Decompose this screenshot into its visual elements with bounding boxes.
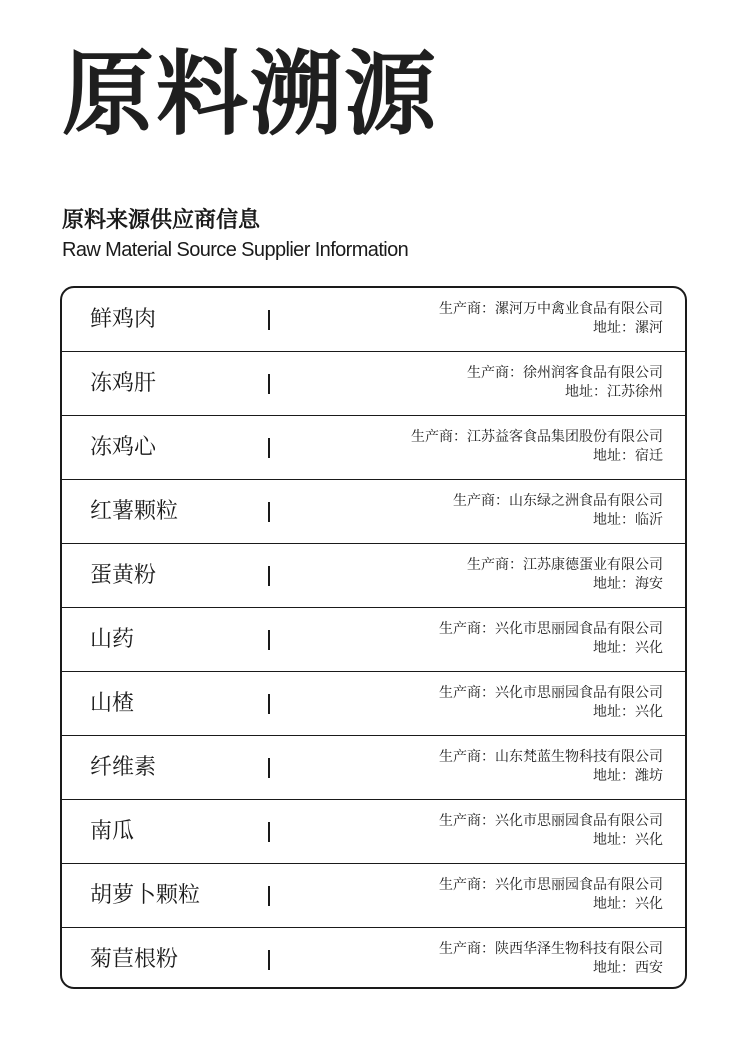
supplier-info	[467, 364, 663, 402]
producer-value: 兴化市思丽园食品有限公司	[495, 685, 663, 701]
supplier-row	[62, 608, 685, 672]
material-name: 冻鸡肝	[90, 371, 157, 396]
producer-line	[439, 300, 663, 319]
material-name: 菊苣根粉	[90, 947, 179, 972]
address-label: 地址：	[593, 704, 635, 720]
material-name: 冻鸡心	[90, 435, 157, 460]
section-title-chinese: 原料来源供应商信息	[62, 208, 261, 233]
supplier-row	[62, 864, 685, 928]
address-label: 地址：	[565, 384, 607, 400]
address-label: 地址：	[593, 896, 635, 912]
column-divider	[268, 822, 270, 842]
address-value: 兴化	[635, 640, 663, 656]
address-label: 地址：	[593, 960, 635, 976]
producer-value: 江苏益客食品集团股份有限公司	[467, 429, 663, 445]
producer-label: 生产商：	[439, 749, 495, 765]
column-divider	[268, 694, 270, 714]
address-line	[439, 831, 663, 850]
column-divider	[268, 886, 270, 906]
material-name: 红薯颗粒	[90, 499, 179, 524]
address-line	[467, 383, 663, 402]
address-value: 江苏徐州	[607, 384, 663, 400]
column-divider	[268, 502, 270, 522]
material-name: 山药	[90, 627, 135, 652]
column-divider	[268, 374, 270, 394]
supplier-info	[439, 748, 663, 786]
address-value: 兴化	[635, 704, 663, 720]
supplier-info	[411, 428, 663, 466]
address-value: 临沂	[635, 512, 663, 528]
column-divider	[268, 438, 270, 458]
address-label: 地址：	[593, 576, 635, 592]
section-title-english: Raw Material Source Supplier Information	[62, 239, 409, 261]
material-name: 南瓜	[90, 819, 135, 844]
address-label: 地址：	[593, 640, 635, 656]
address-line	[439, 959, 663, 978]
producer-line	[467, 364, 663, 383]
address-label: 地址：	[593, 320, 635, 336]
supplier-info	[439, 876, 663, 914]
address-line	[439, 639, 663, 658]
producer-value: 徐州润客食品有限公司	[523, 365, 663, 381]
address-line	[467, 575, 663, 594]
column-divider	[268, 310, 270, 330]
producer-label: 生产商：	[439, 621, 495, 637]
producer-line	[453, 492, 663, 511]
producer-label: 生产商：	[453, 493, 509, 509]
supplier-info	[439, 684, 663, 722]
producer-line	[439, 748, 663, 767]
producer-value: 山东绿之洲食品有限公司	[509, 493, 663, 509]
producer-label: 生产商：	[439, 813, 495, 829]
producer-label: 生产商：	[439, 685, 495, 701]
supplier-row	[62, 352, 685, 416]
material-name: 蛋黄粉	[90, 563, 157, 588]
address-value: 兴化	[635, 896, 663, 912]
address-line	[439, 319, 663, 338]
supplier-row	[62, 480, 685, 544]
column-divider	[268, 566, 270, 586]
supplier-row	[62, 544, 685, 608]
producer-line	[411, 428, 663, 447]
supplier-info	[453, 492, 663, 530]
producer-line	[439, 684, 663, 703]
address-line	[439, 703, 663, 722]
supplier-info	[439, 300, 663, 338]
address-label: 地址：	[593, 768, 635, 784]
supplier-info	[439, 620, 663, 658]
address-value: 兴化	[635, 832, 663, 848]
producer-label: 生产商：	[467, 557, 523, 573]
material-name: 山楂	[90, 691, 135, 716]
address-label: 地址：	[593, 512, 635, 528]
address-value: 西安	[635, 960, 663, 976]
producer-line	[439, 940, 663, 959]
address-value: 潍坊	[635, 768, 663, 784]
material-name: 鲜鸡肉	[90, 307, 157, 332]
producer-line	[439, 620, 663, 639]
producer-value: 兴化市思丽园食品有限公司	[495, 621, 663, 637]
producer-label: 生产商：	[439, 301, 495, 317]
supplier-row	[62, 288, 685, 352]
producer-value: 漯河万中禽业食品有限公司	[495, 301, 663, 317]
producer-line	[439, 812, 663, 831]
page-title: 原料溯源	[62, 41, 439, 148]
producer-label: 生产商：	[439, 877, 495, 893]
producer-value: 江苏康德蛋业有限公司	[523, 557, 663, 573]
supplier-row	[62, 416, 685, 480]
material-name: 纤维素	[90, 755, 157, 780]
producer-value: 陕西华泽生物科技有限公司	[495, 941, 663, 957]
supplier-info	[439, 940, 663, 978]
supplier-info	[467, 556, 663, 594]
producer-line	[467, 556, 663, 575]
address-line	[439, 767, 663, 786]
address-value: 宿迁	[635, 448, 663, 464]
address-value: 海安	[635, 576, 663, 592]
column-divider	[268, 758, 270, 778]
column-divider	[268, 950, 270, 970]
producer-value: 兴化市思丽园食品有限公司	[495, 877, 663, 893]
address-label: 地址：	[593, 448, 635, 464]
producer-label: 生产商：	[467, 365, 523, 381]
producer-value: 山东梵蓝生物科技有限公司	[495, 749, 663, 765]
supplier-row	[62, 928, 685, 989]
address-line	[411, 447, 663, 466]
material-name: 胡萝卜颗粒	[90, 883, 201, 908]
supplier-row	[62, 672, 685, 736]
supplier-row	[62, 736, 685, 800]
address-label: 地址：	[593, 832, 635, 848]
producer-value: 兴化市思丽园食品有限公司	[495, 813, 663, 829]
supplier-info	[439, 812, 663, 850]
producer-label: 生产商：	[439, 941, 495, 957]
supplier-row	[62, 800, 685, 864]
address-line	[439, 895, 663, 914]
address-value: 漯河	[635, 320, 663, 336]
column-divider	[268, 630, 270, 650]
supplier-table	[60, 286, 687, 989]
address-line	[453, 511, 663, 530]
producer-line	[439, 876, 663, 895]
producer-label: 生产商：	[411, 429, 467, 445]
